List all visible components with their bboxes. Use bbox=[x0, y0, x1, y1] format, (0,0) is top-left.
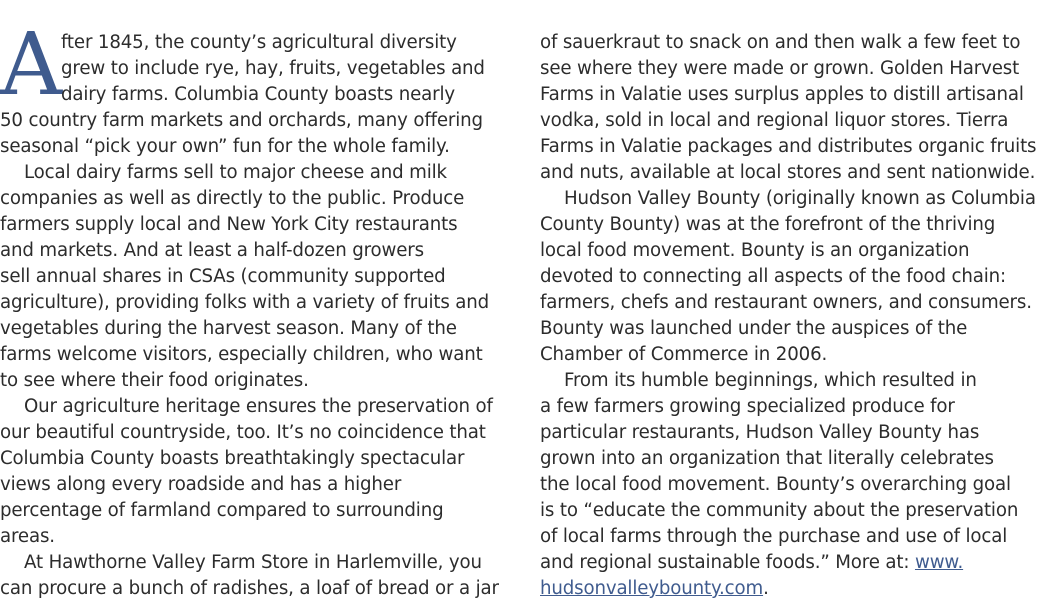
final-line-prefix: and regional sustainable foods.” More at: bbox=[540, 552, 915, 573]
text-line: Columbia County boasts breathtakingly spectacular bbox=[0, 448, 465, 469]
text-line: Chamber of Commerce in 2006. bbox=[540, 344, 828, 365]
drop-cap-lines bbox=[61, 30, 485, 108]
drop-cap: A bbox=[0, 15, 62, 115]
bounty-website-link[interactable]: www. bbox=[914, 552, 964, 573]
text-line: vegetables during the harvest season. Many of the bbox=[0, 318, 457, 339]
right-column bbox=[540, 30, 1044, 602]
text-line: our beautiful countryside, too. It’s no coincidence that bbox=[0, 422, 486, 443]
text-line: devoted to connecting all aspects of the food chain: bbox=[540, 266, 1006, 287]
left-body-text bbox=[0, 108, 515, 602]
text-line: a few farmers growing specialized produce for bbox=[540, 396, 955, 417]
text-line: is to “educate the community about the preservation bbox=[540, 500, 1019, 521]
paragraph-start-line: Our agriculture heritage ensures the preservation of bbox=[24, 396, 493, 417]
text-line: particular restaurants, Hudson Valley Bounty has bbox=[540, 422, 980, 443]
final-line bbox=[540, 550, 1044, 576]
text-line: farmers supply local and New York City restaurants bbox=[0, 214, 458, 235]
text-line: Bounty was launched under the auspices of the bbox=[540, 318, 968, 339]
opening-paragraph bbox=[0, 15, 515, 115]
text-line: vodka, sold in local and regional liquor stores. Tierra bbox=[540, 110, 1009, 131]
right-body-text bbox=[540, 30, 1044, 550]
text-line: views along every roadside and has a higher bbox=[0, 474, 402, 495]
text-line: agriculture), providing folks with a variety of fruits and bbox=[0, 292, 490, 313]
paragraph-start-line: Hudson Valley Bounty (originally known as Columbia bbox=[564, 188, 1036, 209]
text-line: Farms in Valatie uses surplus apples to distill artisanal bbox=[540, 84, 1024, 105]
text-line: and nuts, available at local stores and sent nationwide. bbox=[540, 162, 1036, 183]
text-line: sell annual shares in CSAs (community supported bbox=[0, 266, 446, 287]
text-line: 50 country farm markets and orchards, many offering bbox=[0, 110, 483, 131]
text-line: farms welcome visitors, especially children, who want bbox=[0, 344, 483, 365]
bounty-website-link-continued[interactable]: hudsonvalleybounty.com bbox=[540, 578, 764, 599]
text-line: seasonal “pick your own” fun for the whole family. bbox=[0, 136, 450, 157]
text-line: County Bounty) was at the forefront of the thriving bbox=[540, 214, 996, 235]
text-line: the local food movement. Bounty’s overarching goal bbox=[540, 474, 1011, 495]
text-line: percentage of farmland compared to surrounding bbox=[0, 500, 444, 521]
text-line: dairy farms. Columbia County boasts nearly bbox=[61, 84, 455, 105]
text-line: and markets. And at least a half-dozen growers bbox=[0, 240, 424, 261]
text-line: companies as well as directly to the public. Produce bbox=[0, 188, 465, 209]
text-line: Farms in Valatie packages and distributes organic fruits bbox=[540, 136, 1037, 157]
paragraph-start-line: From its humble beginnings, which resulted in bbox=[564, 370, 977, 391]
text-line: areas. bbox=[0, 526, 55, 547]
text-line: can procure a bunch of radishes, a loaf of bread or a jar bbox=[0, 578, 499, 599]
text-line: see where they were made or grown. Golden Harvest bbox=[540, 58, 1020, 79]
paragraph-start-line: At Hawthorne Valley Farm Store in Harlemville, you bbox=[24, 552, 482, 573]
text-line: local food movement. Bounty is an organization bbox=[540, 240, 970, 261]
text-line: to see where their food originates. bbox=[0, 370, 309, 391]
text-line: farmers, chefs and restaurant owners, and consumers. bbox=[540, 292, 1032, 313]
text-line: fter 1845, the county’s agricultural diversity bbox=[61, 32, 457, 53]
text-line: grew to include rye, hay, fruits, vegetables and bbox=[61, 58, 485, 79]
text-line: of local farms through the purchase and use of local bbox=[540, 526, 1008, 547]
text-line: grown into an organization that literally celebrates bbox=[540, 448, 994, 469]
left-column bbox=[0, 15, 515, 602]
paragraph-start-line: Local dairy farms sell to major cheese and milk bbox=[24, 162, 447, 183]
text-line: of sauerkraut to snack on and then walk a few feet to bbox=[540, 32, 1021, 53]
link-continuation-line bbox=[540, 576, 1044, 602]
final-period: . bbox=[763, 578, 769, 599]
